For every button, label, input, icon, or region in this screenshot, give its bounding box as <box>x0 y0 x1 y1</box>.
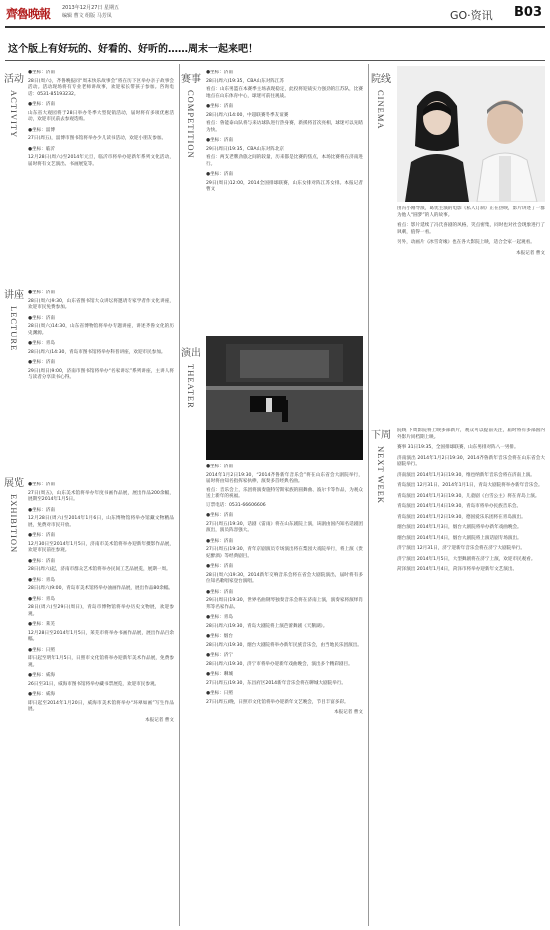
list-item: 28日(周六)至29日(周日)，青岛市博物馆将举办历史文物展，欢迎参观。 <box>28 605 174 617</box>
section-activity-label <box>4 74 24 138</box>
list-item: 青岛演出 2014年1月4日19:30，青岛市将举办民族音乐会。 <box>397 504 522 509</box>
list-item: ●坐标：济南 <box>28 315 55 321</box>
exhibition-listings <box>28 482 174 922</box>
list-item: 看点：山东男篮在本赛季主场表现稳定，此役将迎战实力强劲的江苏队，比赛地点在山东体育中心，球迷可前往观战。 <box>206 87 363 99</box>
list-item: ●坐标：日照 <box>206 691 233 696</box>
list-item: ●坐标：烟台 <box>206 634 233 639</box>
list-item: 28日(周六)14:30，山东省博物馆将举办专题讲座，讲述齐鲁文化的历史渊源。 <box>28 324 174 336</box>
list-item: 28日(周六)19:30，烟台大剧院将举办新年民族音乐会，由当地民乐团演出。 <box>206 642 362 648</box>
list-item: 订票电话：0531-66606606 <box>206 502 266 508</box>
section-label: GO·资讯 <box>450 9 493 22</box>
list-item: 28日(周六)19:35，CBA山东对阵江苏 <box>206 78 285 84</box>
list-item: 26日至31日，威海市图书馆将举办藏书票展览，欢迎市民参观。 <box>28 681 160 687</box>
list-item: 27日(周五)19:30，话剧《雷雨》将在山东剧院上演，该剧由国内知名话剧团演出，演员阵容强大。 <box>206 521 363 533</box>
list-item: 12月30日至2014年1月5日，济南市美术馆将举办迎新年摄影作品展，欢迎市民前往参观。 <box>28 541 174 553</box>
list-item: 烟台演出 2014年1月4日，烟台大剧院将上演话剧专场演出。 <box>397 535 522 541</box>
activity-listings <box>28 70 174 280</box>
section-activity-cn: 活动 <box>4 74 24 85</box>
list-item: ●坐标：济南 <box>28 360 55 365</box>
list-item: 菏泽演出 2014年1月4日，菏泽市将举办迎新年文艺演出。 <box>397 567 518 572</box>
list-item: 即日起至2014年1月20日，威海市美术馆将举办“环翠如画”写生作品展。 <box>28 700 174 712</box>
list-item: 济南演出 2014年1月3日19:30，维也纳新年音乐会将在济南上演。 <box>397 472 535 478</box>
list-item: ●坐标：济南 <box>206 538 233 544</box>
nextweek-listings <box>397 428 545 922</box>
list-item: 看点：两支老牌劲旅之间的较量，历来都是比赛的焦点，本场比赛将在济南进行。 <box>206 155 363 167</box>
list-item: ●坐标：青岛 <box>28 577 55 583</box>
list-item: 看点：鲁能泰山队将与来访球队进行热身赛，新援将首次亮相，球迷可以先睹为快。 <box>206 121 363 133</box>
list-item: 青岛演出 12月31日、2014年1月1日，青岛大剧院将举办新年音乐会。 <box>397 483 543 488</box>
list-item: 济宁演出 12月31日，济宁迎新年音乐会将在济宁大剧院举行。 <box>397 546 525 551</box>
list-item: 29日(周日)9:00，济南市图书馆将举办“名家讲坛”系列讲座，主讲人将与读者分享读书心得。 <box>28 368 174 380</box>
list-item: 即日起至明年1月5日，日照市文化馆将举办迎新年美术作品展，免费参观。 <box>28 656 174 668</box>
byline: 本报记者 曹文 <box>144 717 174 723</box>
list-item: 28日(周六)起，济南市群众艺术馆将举办民间工艺品展览，展期一周。 <box>28 567 171 572</box>
list-item: ●坐标：威海 <box>28 673 55 678</box>
byline: 本报记者 曹文 <box>333 710 363 715</box>
list-item: 28日(周六)14:00，中超联赛冬季友谊赛 <box>206 112 289 118</box>
list-item: 27日(周五)晚，日照市文化馆将举办迎新年文艺晚会，节目丰富多彩。 <box>206 699 349 705</box>
list-item: ●坐标：临沂 <box>28 146 55 152</box>
column-divider-1 <box>179 64 180 926</box>
masthead-rule <box>5 26 545 28</box>
list-item: ●坐标：日照 <box>28 647 55 653</box>
section-theater-cn: 演出 <box>181 348 201 359</box>
page-headline: 这个版上有好玩的、好看的、好听的……周末一起来吧！ <box>8 44 258 55</box>
list-item: ●坐标：济南 <box>206 104 233 109</box>
section-cinema-en: CINEMA <box>376 90 386 130</box>
list-item: 12月28日至2014年1月5日，莱芜市将举办书画作品展，展出作品百余幅。 <box>28 630 174 642</box>
list-item: 另外，动画片《冰雪奇缘》也在各大影院上映，适合全家一起观看。 <box>397 240 535 245</box>
list-item: 28日(周六)19:30，2014新年交响音乐会将在省会大剧院演出，届时将有多位知名歌唱家登台演唱。 <box>206 572 363 584</box>
list-item: ●坐标：济南 <box>28 533 55 538</box>
cinema-listings <box>397 206 545 418</box>
section-exhibition-cn: 展览 <box>4 478 24 489</box>
movie-stars-image <box>397 66 545 202</box>
list-item: ●坐标：济南 <box>28 558 55 564</box>
list-item: 青岛演出 2014年1月2日19:30，德国爱乐乐团将在青岛演出。 <box>397 514 526 520</box>
list-item: ●坐标：济南 <box>206 513 233 518</box>
concert-stage-image <box>206 336 363 460</box>
list-item: 12月28日(周六)至2014年1月6日，山东博物馆将举办馆藏文物精品展，免费对市民开放。 <box>28 516 174 528</box>
list-item: 看点：影片延续了冯氏喜剧的风格，笑点密集，同时也对社会现象进行了讽刺，值得一看。 <box>397 223 545 235</box>
list-item: ●坐标：济南 <box>206 138 233 143</box>
section-cinema-cn: 院线 <box>371 74 391 85</box>
section-nextweek-label <box>371 430 391 504</box>
list-item: 看点：音乐会上，乐团将演奏施特劳斯家族的圆舞曲、波尔卡等作品，为观众送上新年的祝福。 <box>206 487 363 499</box>
section-competition-label <box>181 74 201 159</box>
theater-photo <box>206 336 363 460</box>
section-competition-en: COMPETITION <box>186 90 196 159</box>
list-item: ●坐标：青岛 <box>206 615 233 620</box>
list-item: ●坐标：济南 <box>28 290 55 295</box>
list-item: ●坐标：青岛 <box>28 596 55 602</box>
list-item: ●坐标：济南 <box>206 70 233 75</box>
section-theater-en: THEATER <box>186 364 196 409</box>
list-item: 29日(周日)19:30，世界名曲钢琴独奏音乐会将在济南上演，演奏家将演绎肖邦等名家作品。 <box>206 598 363 610</box>
list-item: ●坐标：聊城 <box>206 672 233 677</box>
list-item: 27日(周五)，淄博市图书馆将举办少儿读书活动，欢迎小朋友参加。 <box>28 136 167 141</box>
section-cinema-label <box>371 74 391 130</box>
list-item: 12月28日(周六)至2014年元旦，临沂市将举办迎新年系列文化活动，届时将有文艺演出、书画展览等。 <box>28 155 174 167</box>
list-item: 27日(周五)，山东美术馆将举办年度书画作品展，展出作品200余幅，展期至2014年1月5日。 <box>28 490 174 502</box>
section-lecture-label <box>4 290 24 351</box>
list-item: ●坐标：济南 <box>28 70 55 75</box>
list-item: 2014年1月2日19:30，“2014齐鲁新年音乐会”将在山东省会大剧院举行，届时将由知名指挥家执棒，演奏多首经典名曲。 <box>206 472 363 484</box>
page-number: B03 <box>514 5 542 20</box>
list-item: 山东省大观园将于28日举办冬季大型促销活动，届时将有多项优惠活动，欢迎市民前去参观选购。 <box>28 110 174 122</box>
list-item: ●坐标：淄博 <box>28 127 55 133</box>
list-item: ●坐标：莱芜 <box>28 622 55 627</box>
cinema-photo <box>397 66 545 202</box>
column-divider-2 <box>368 64 369 926</box>
section-nextweek-en: NEXT WEEK <box>376 446 386 505</box>
byline: 本报记者 曹文 <box>515 250 545 256</box>
section-nextweek-cn: 下周 <box>371 430 391 441</box>
headline-rule <box>5 60 545 61</box>
list-item: 赛事 31日19:35，全国排球联赛，山东男排对阵八一男排。 <box>397 445 519 450</box>
section-lecture-cn: 讲座 <box>4 290 24 301</box>
lecture-listings <box>28 290 174 470</box>
list-item: ●坐标：济南 <box>28 507 55 513</box>
list-item: 29日(周日)12:00，2014全国排球联赛，山东女排对阵江苏女排。本报记者 曹文 <box>206 180 363 192</box>
newspaper-logo: 齊魯晚報 <box>6 7 51 21</box>
list-item: 28日(周六)9:00，青岛市美术馆将举办油画作品展，展出作品80余幅。 <box>28 586 174 591</box>
list-item: 烟台演出 2014年1月3日，烟台大剧院将举办新年戏曲晚会。 <box>397 525 522 530</box>
list-item: ●坐标：济南 <box>28 482 55 487</box>
list-item: 济宁演出 2014年1月5日，大型舞剧将在济宁上演，欢迎市民观看。 <box>397 556 536 562</box>
list-item: 青岛演出 2014年1月3日19:30，儿童剧《白雪公主》将在青岛上演。 <box>397 493 540 499</box>
list-item: 济南演出 2014年1月2日19:30，2014齐鲁新年音乐会将在山东省会大剧院举行。 <box>397 455 545 467</box>
section-exhibition-label <box>4 478 24 553</box>
list-item: ●坐标：济南 <box>206 464 233 469</box>
list-item: ●坐标：济南 <box>28 102 55 107</box>
date-line: 2013年12月27日 星期五 <box>62 5 120 11</box>
theater-listings <box>206 464 363 922</box>
list-item: 29日(周日)19:35，CBA山东对阵北京 <box>206 146 285 152</box>
list-item: ●坐标：济宁 <box>206 653 233 658</box>
list-item: 28日(周六)19:30，青岛大剧院将上演芭蕾舞剧《天鹅湖》。 <box>206 623 328 629</box>
list-item: ●坐标：济南 <box>206 172 233 177</box>
section-competition-cn: 赛事 <box>181 74 201 85</box>
list-item: 28日(周六)，齐鲁晚报同“周末快乐故事会”将在历下区举办亲子故事会活动。活动现场将有专业老师讲故事，欢迎家长带孩子参加。咨询电话：0531-85193232。 <box>28 78 174 97</box>
list-item: ●坐标：威海 <box>28 692 55 697</box>
list-item: 27日(周五)19:30，东昌府区2014新年音乐会将在聊城大剧院举行。 <box>206 680 347 686</box>
list-item: 28日(周六)19:30，济宁市将举办迎新年戏曲晚会，演出多个精彩剧目。 <box>206 661 353 667</box>
list-item: 27日(周五)19:30，青年京剧演员专场演出将在梨园大戏院举行，将上演《贵妃醉酒》等经典剧目。 <box>206 547 363 559</box>
list-item: 28日(周六)9:30，山东省图书馆大众讲坛将邀请专家学者作文化讲座，欢迎市民免费参加。 <box>28 298 174 310</box>
list-item: 28日(周六)14:30，青岛市图书馆将举办科普讲座，欢迎市民参加。 <box>28 349 166 355</box>
list-item: 由冯小刚导演，葛优主演的电影《私人订制》正在热映，影片讲述了一群为他人“圆梦”的人的故事。 <box>397 206 545 218</box>
list-item: ●坐标：济南 <box>206 564 233 569</box>
section-theater-label <box>181 348 201 409</box>
list-item: ●坐标：青岛 <box>28 341 55 346</box>
section-lecture-en: LECTURE <box>9 306 19 352</box>
list-item: 院线 下周影院将上映多部新片，观众可以提前关注，届时将有多部国内外影片同档期上映。 <box>397 428 545 440</box>
competition-listings <box>206 70 363 332</box>
list-item: ●坐标：济南 <box>206 589 233 595</box>
section-activity-en: ACTIVITY <box>9 90 19 139</box>
editor-line: 编辑 曹文 组版 马芳凤 <box>62 13 112 19</box>
section-exhibition-en: EXHIBITION <box>9 494 19 554</box>
